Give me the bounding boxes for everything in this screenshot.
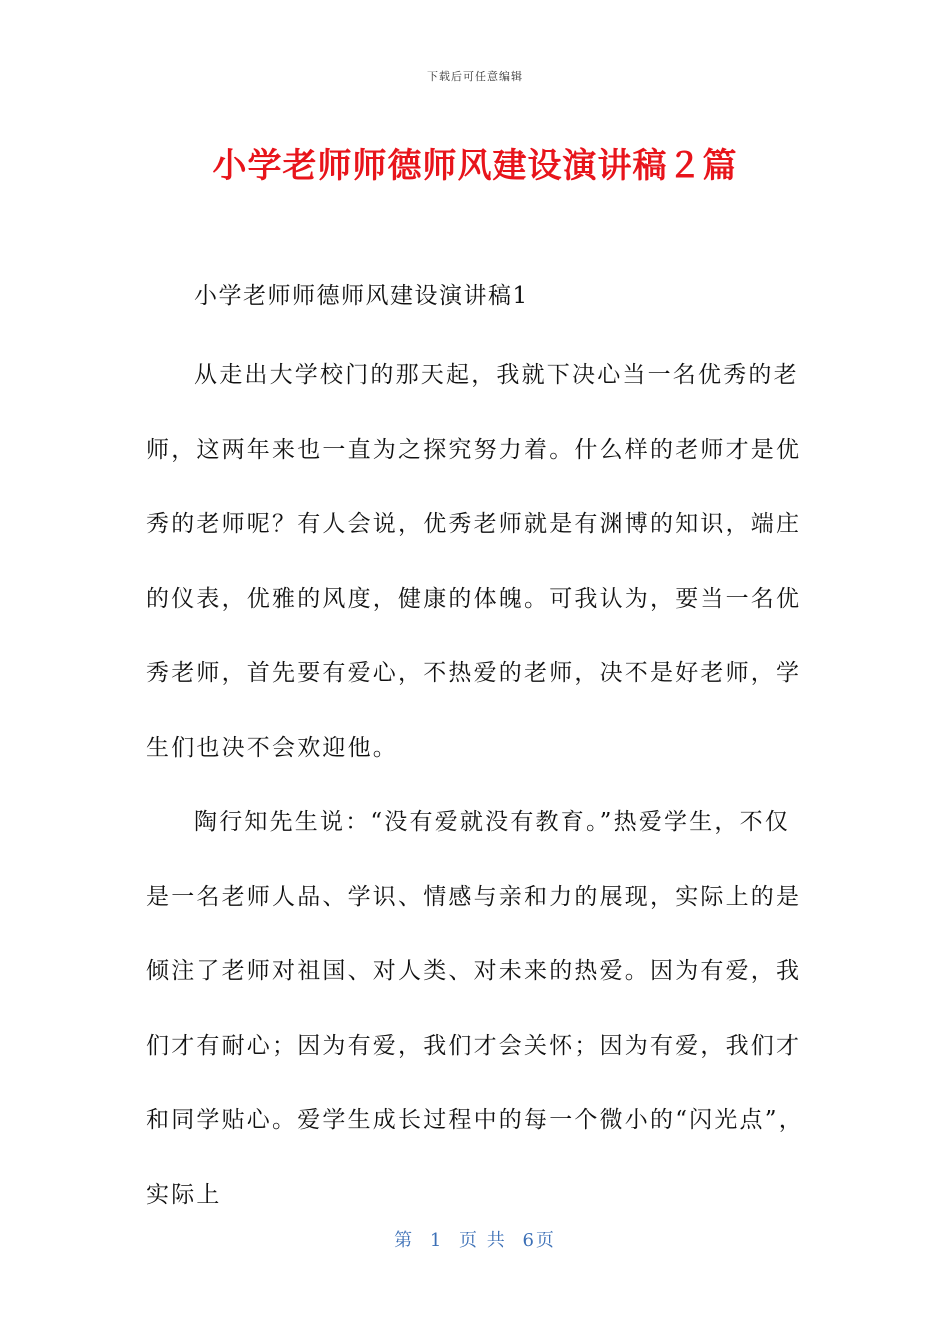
section-heading: 小学老师师德师风建设演讲稿1 <box>194 283 529 309</box>
document-title: 小学老师师德师风建设演讲稿２篇 <box>212 146 738 186</box>
current-page-number: 1 <box>429 1230 444 1251</box>
header-note: 下载后可任意编辑 <box>427 70 523 83</box>
paragraph: 陶行知先生说：“没有爱就没有教育。”热爱学生，不仅是一名老师人品、学识、情感与亲和力的展现，实际上的是倾注了老师对祖国、对人类、对未来的热爱。因为有爱，我们才有耐心；因为有爱，我们才会关怀；因为有爱，我们才和同学贴心。爱学生成长过程中的每一个微小的“闪光点”，实际上 <box>146 809 804 1208</box>
paragraph: 从走出大学校门的那天起，我就下决心当一名优秀的老师，这两年来也一直为之探究努力着。什么样的老师才是优秀的老师呢？有人会说，优秀老师就是有渊博的知识，端庄的仪表，优雅的风度，健康的体魄。可我认为，要当一名优秀老师，首先要有爱心，不热爱的老师，决不是好老师，学生们也决不会欢迎他。 <box>146 362 802 761</box>
document-body <box>146 270 806 1232</box>
page-label-mid: 页 共 <box>459 1230 507 1251</box>
total-pages: 6页 <box>522 1230 556 1251</box>
page-footer <box>0 1226 950 1252</box>
page-label-prefix: 第 <box>394 1230 415 1251</box>
